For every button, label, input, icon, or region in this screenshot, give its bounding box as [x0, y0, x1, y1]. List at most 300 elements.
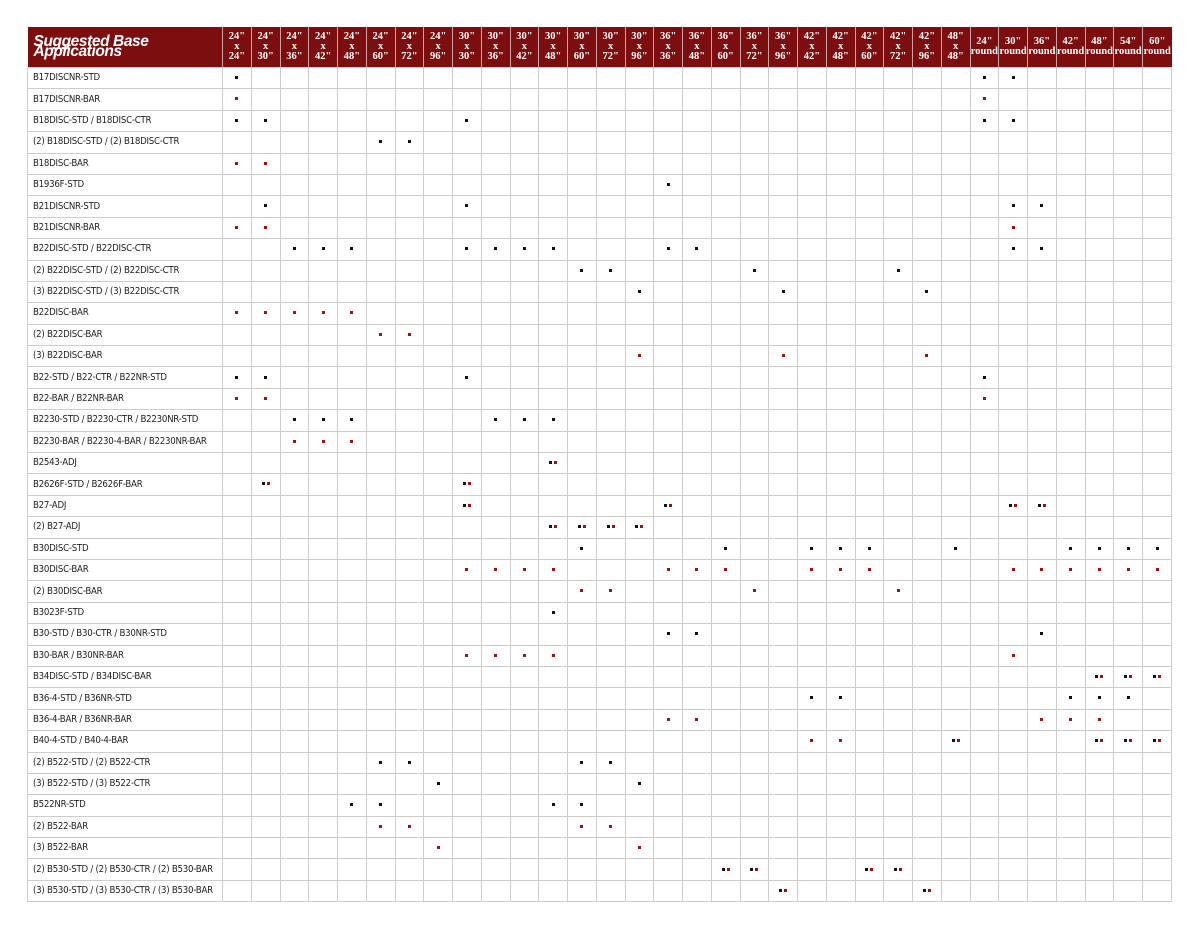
- table-cell: [568, 388, 597, 409]
- table-cell: [970, 752, 999, 773]
- table-cell: [568, 89, 597, 110]
- table-cell: [769, 153, 798, 174]
- table-cell: [1056, 431, 1085, 452]
- table-cell: [1143, 709, 1172, 730]
- table-cell: [1085, 731, 1114, 752]
- black-dot-mark: [580, 269, 583, 272]
- table-cell: [941, 324, 970, 345]
- table-cell: [740, 666, 769, 687]
- table-cell: [366, 68, 395, 89]
- red-dot-mark: [755, 868, 758, 871]
- table-cell: [596, 217, 625, 238]
- black-dot-mark: [463, 482, 466, 485]
- table-cell: [1085, 602, 1114, 623]
- table-cell: [223, 495, 252, 516]
- table-cell: [855, 666, 884, 687]
- column-header-line: round: [1114, 46, 1142, 57]
- table-cell: [539, 410, 568, 431]
- table-cell: [510, 431, 539, 452]
- row-label: B3023F-STD: [28, 602, 223, 623]
- table-cell: [280, 453, 309, 474]
- table-cell: [223, 795, 252, 816]
- red-dot-mark: [1012, 654, 1015, 657]
- table-cell: [1143, 495, 1172, 516]
- table-cell: [625, 110, 654, 131]
- table-cell: [941, 217, 970, 238]
- table-row: [28, 731, 1172, 752]
- table-cell: [798, 110, 827, 131]
- table-cell: [1028, 346, 1057, 367]
- table-cell: [1056, 453, 1085, 474]
- table-cell: [1028, 773, 1057, 794]
- table-cell: [913, 367, 942, 388]
- table-cell: [539, 367, 568, 388]
- table-cell: [654, 453, 683, 474]
- table-cell: [568, 217, 597, 238]
- table-cell: [1114, 260, 1143, 281]
- column-header-line: round: [1085, 46, 1113, 57]
- table-cell: [1143, 217, 1172, 238]
- table-cell: [999, 110, 1028, 131]
- table-cell: [711, 859, 740, 880]
- table-cell: [740, 89, 769, 110]
- table-cell: [1056, 859, 1085, 880]
- black-dot-mark: [810, 547, 813, 550]
- table-cell: [798, 731, 827, 752]
- table-cell: [654, 239, 683, 260]
- table-cell: [654, 752, 683, 773]
- table-cell: [596, 538, 625, 559]
- table-cell: [769, 666, 798, 687]
- table-cell: [481, 431, 510, 452]
- table-cell: [884, 602, 913, 623]
- table-cell: [1085, 346, 1114, 367]
- table-cell: [280, 410, 309, 431]
- column-header: [338, 27, 367, 68]
- table-row: [28, 602, 1172, 623]
- table-cell: [941, 731, 970, 752]
- red-dot-mark: [810, 568, 813, 571]
- table-cell: [740, 474, 769, 495]
- table-cell: [683, 367, 712, 388]
- table-cell: [395, 324, 424, 345]
- row-label: (3) B530-STD / (3) B530-CTR / (3) B530-BAR: [28, 880, 223, 901]
- table-cell: [338, 688, 367, 709]
- table-cell: [970, 260, 999, 281]
- black-dot-mark: [1095, 739, 1098, 742]
- table-cell: [999, 217, 1028, 238]
- table-cell: [1028, 474, 1057, 495]
- table-row: [28, 89, 1172, 110]
- table-cell: [1085, 559, 1114, 580]
- table-cell: [941, 367, 970, 388]
- table-cell: [884, 196, 913, 217]
- table-cell: [395, 624, 424, 645]
- red-dot-mark: [640, 525, 643, 528]
- column-header-line: 96": [429, 51, 447, 62]
- table-cell: [826, 838, 855, 859]
- column-header-line: 24": [343, 31, 361, 42]
- table-cell: [539, 645, 568, 666]
- table-cell: [1056, 838, 1085, 859]
- table-cell: [366, 260, 395, 281]
- table-cell: [280, 795, 309, 816]
- table-cell: [625, 239, 654, 260]
- table-cell: [683, 795, 712, 816]
- red-dot-mark: [552, 568, 555, 571]
- table-cell: [970, 303, 999, 324]
- table-cell: [941, 688, 970, 709]
- table-cell: [395, 196, 424, 217]
- table-cell: [999, 431, 1028, 452]
- table-cell: [338, 474, 367, 495]
- row-label: (2) B27-ADJ: [28, 517, 223, 538]
- table-cell: [941, 773, 970, 794]
- black-dot-mark: [293, 418, 296, 421]
- table-cell: [740, 688, 769, 709]
- table-cell: [826, 581, 855, 602]
- table-cell: [654, 495, 683, 516]
- table-cell: [970, 324, 999, 345]
- table-cell: [1114, 388, 1143, 409]
- row-label: B18DISC-STD / B18DISC-CTR: [28, 110, 223, 131]
- header-row: [28, 27, 1172, 68]
- table-cell: [999, 709, 1028, 730]
- black-dot-mark: [1009, 504, 1012, 507]
- table-cell: [855, 838, 884, 859]
- column-header-line: 42": [1062, 36, 1079, 47]
- table-cell: [453, 624, 482, 645]
- row-label: B30DISC-BAR: [28, 559, 223, 580]
- table-cell: [309, 281, 338, 302]
- table-row: [28, 431, 1172, 452]
- table-cell: [481, 731, 510, 752]
- table-cell: [424, 388, 453, 409]
- table-cell: [424, 303, 453, 324]
- black-dot-mark: [264, 204, 267, 207]
- column-header-line: 48": [1091, 36, 1108, 47]
- table-cell: [251, 324, 280, 345]
- table-cell: [970, 645, 999, 666]
- table-cell: [453, 303, 482, 324]
- table-cell: [424, 816, 453, 837]
- table-cell: [913, 281, 942, 302]
- table-cell: [1143, 260, 1172, 281]
- table-cell: [309, 410, 338, 431]
- column-header-line: 60": [1149, 36, 1166, 47]
- table-row: [28, 795, 1172, 816]
- table-cell: [683, 410, 712, 431]
- table-cell: [740, 346, 769, 367]
- table-cell: [251, 196, 280, 217]
- table-cell: [769, 196, 798, 217]
- table-cell: [510, 132, 539, 153]
- table-cell: [568, 196, 597, 217]
- table-cell: [1085, 89, 1114, 110]
- table-cell: [769, 838, 798, 859]
- table-cell: [510, 346, 539, 367]
- column-header-line: x: [550, 41, 556, 52]
- table-cell: [309, 581, 338, 602]
- table-cell: [769, 517, 798, 538]
- table-cell: [826, 431, 855, 452]
- column-header-line: 36": [746, 31, 763, 42]
- table-cell: [453, 559, 482, 580]
- column-header: [1114, 27, 1143, 68]
- red-dot-mark: [899, 868, 902, 871]
- table-cell: [913, 752, 942, 773]
- table-cell: [798, 752, 827, 773]
- table-cell: [568, 410, 597, 431]
- table-cell: [999, 752, 1028, 773]
- table-cell: [1143, 538, 1172, 559]
- table-cell: [424, 709, 453, 730]
- table-cell: [366, 773, 395, 794]
- table-cell: [884, 559, 913, 580]
- table-cell: [1028, 838, 1057, 859]
- table-cell: [884, 367, 913, 388]
- table-cell: [366, 110, 395, 131]
- table-cell: [309, 645, 338, 666]
- table-cell: [683, 196, 712, 217]
- table-cell: [424, 367, 453, 388]
- table-cell: [683, 517, 712, 538]
- table-cell: [568, 260, 597, 281]
- table-cell: [884, 517, 913, 538]
- black-dot-mark: [1040, 632, 1043, 635]
- table-cell: [1143, 645, 1172, 666]
- table-cell: [798, 68, 827, 89]
- red-dot-mark: [554, 525, 557, 528]
- table-cell: [280, 773, 309, 794]
- table-cell: [999, 367, 1028, 388]
- table-cell: [625, 431, 654, 452]
- table-row: [28, 303, 1172, 324]
- table-cell: [884, 880, 913, 901]
- table-cell: [826, 260, 855, 281]
- table-cell: [826, 346, 855, 367]
- table-cell: [769, 239, 798, 260]
- table-cell: [1028, 153, 1057, 174]
- black-dot-mark: [638, 290, 641, 293]
- table-cell: [568, 367, 597, 388]
- column-header-line: 96": [631, 51, 648, 62]
- table-cell: [798, 431, 827, 452]
- table-cell: [999, 153, 1028, 174]
- table-cell: [654, 431, 683, 452]
- table-cell: [510, 645, 539, 666]
- table-cell: [798, 688, 827, 709]
- row-label: B40-4-STD / B40-4-BAR: [28, 731, 223, 752]
- black-dot-mark: [695, 247, 698, 250]
- table-cell: [568, 602, 597, 623]
- table-cell: [1028, 196, 1057, 217]
- table-row: [28, 410, 1172, 431]
- red-dot-mark: [235, 397, 238, 400]
- table-cell: [1114, 453, 1143, 474]
- table-cell: [625, 281, 654, 302]
- black-dot-mark: [1012, 247, 1015, 250]
- table-cell: [395, 281, 424, 302]
- table-cell: [309, 795, 338, 816]
- black-dot-mark: [1156, 547, 1159, 550]
- row-label: (2) B30DISC-BAR: [28, 581, 223, 602]
- red-dot-mark: [235, 311, 238, 314]
- base-applications-table: [27, 27, 1172, 902]
- table-cell: [395, 517, 424, 538]
- table-cell: [510, 688, 539, 709]
- table-cell: [1028, 132, 1057, 153]
- table-cell: [481, 859, 510, 880]
- row-label: B18DISC-BAR: [28, 153, 223, 174]
- table-cell: [251, 880, 280, 901]
- table-cell: [884, 388, 913, 409]
- red-dot-mark: [1100, 739, 1103, 742]
- table-cell: [826, 495, 855, 516]
- table-cell: [769, 68, 798, 89]
- table-cell: [826, 624, 855, 645]
- black-dot-mark: [954, 547, 957, 550]
- column-header: [913, 27, 942, 68]
- table-cell: [1085, 624, 1114, 645]
- column-header-line: 36": [286, 51, 303, 62]
- table-cell: [510, 410, 539, 431]
- table-cell: [481, 453, 510, 474]
- table-cell: [884, 346, 913, 367]
- column-header-line: 30": [516, 31, 533, 42]
- table-cell: [683, 89, 712, 110]
- table-cell: [913, 474, 942, 495]
- table-cell: [798, 838, 827, 859]
- table-cell: [596, 196, 625, 217]
- table-cell: [769, 624, 798, 645]
- table-cell: [596, 132, 625, 153]
- table-cell: [711, 110, 740, 131]
- table-cell: [740, 517, 769, 538]
- table-cell: [884, 859, 913, 880]
- table-cell: [1028, 538, 1057, 559]
- table-cell: [510, 795, 539, 816]
- table-cell: [280, 709, 309, 730]
- table-cell: [1085, 517, 1114, 538]
- black-dot-mark: [235, 376, 238, 379]
- column-header-line: x: [579, 41, 585, 52]
- table-cell: [309, 559, 338, 580]
- column-header-line: 24": [314, 31, 332, 42]
- table-title: Suggested Base Applications: [28, 27, 223, 68]
- table-cell: [826, 68, 855, 89]
- table-cell: [769, 795, 798, 816]
- table-cell: [654, 709, 683, 730]
- table-cell: [424, 838, 453, 859]
- table-cell: [395, 752, 424, 773]
- table-cell: [884, 731, 913, 752]
- table-cell: [1143, 624, 1172, 645]
- table-cell: [1143, 731, 1172, 752]
- table-cell: [999, 624, 1028, 645]
- table-cell: [625, 538, 654, 559]
- table-cell: [1056, 688, 1085, 709]
- table-cell: [280, 367, 309, 388]
- table-cell: [395, 645, 424, 666]
- row-label: B2230-STD / B2230-CTR / B2230NR-STD: [28, 410, 223, 431]
- table-cell: [1143, 174, 1172, 195]
- table-cell: [366, 624, 395, 645]
- table-cell: [223, 174, 252, 195]
- table-cell: [654, 795, 683, 816]
- table-cell: [769, 410, 798, 431]
- column-header-line: x: [378, 41, 384, 52]
- black-dot-mark: [1040, 204, 1043, 207]
- red-dot-mark: [925, 354, 928, 357]
- table-cell: [970, 89, 999, 110]
- table-cell: [366, 410, 395, 431]
- table-cell: [625, 388, 654, 409]
- column-header-line: 48": [947, 51, 964, 62]
- table-cell: [481, 880, 510, 901]
- table-cell: [1114, 559, 1143, 580]
- table-cell: [424, 153, 453, 174]
- black-dot-mark: [1069, 696, 1072, 699]
- table-cell: [568, 880, 597, 901]
- table-cell: [1056, 816, 1085, 837]
- column-header-line: x: [406, 41, 412, 52]
- row-label: B34DISC-STD / B34DISC-BAR: [28, 666, 223, 687]
- black-dot-mark: [1012, 76, 1015, 79]
- table-cell: [251, 217, 280, 238]
- table-cell: [740, 153, 769, 174]
- table-cell: [481, 153, 510, 174]
- table-cell: [826, 709, 855, 730]
- table-cell: [1114, 68, 1143, 89]
- table-cell: [855, 68, 884, 89]
- red-dot-mark: [983, 97, 986, 100]
- table-row: [28, 709, 1172, 730]
- table-cell: [654, 324, 683, 345]
- table-cell: [941, 132, 970, 153]
- column-header-line: x: [636, 41, 642, 52]
- column-header: [1143, 27, 1172, 68]
- table-cell: [539, 388, 568, 409]
- black-dot-mark: [810, 696, 813, 699]
- table-cell: [510, 538, 539, 559]
- table-cell: [1056, 217, 1085, 238]
- table-cell: [1056, 324, 1085, 345]
- table-cell: [798, 624, 827, 645]
- table-cell: [596, 624, 625, 645]
- table-cell: [223, 666, 252, 687]
- table-cell: [539, 153, 568, 174]
- table-cell: [711, 645, 740, 666]
- table-row: [28, 196, 1172, 217]
- black-dot-mark: [1012, 204, 1015, 207]
- row-label: (3) B522-STD / (3) B522-CTR: [28, 773, 223, 794]
- table-cell: [366, 388, 395, 409]
- table-cell: [1114, 410, 1143, 431]
- table-cell: [223, 474, 252, 495]
- table-cell: [366, 303, 395, 324]
- table-cell: [251, 624, 280, 645]
- table-cell: [826, 153, 855, 174]
- table-cell: [453, 367, 482, 388]
- table-cell: [539, 624, 568, 645]
- table-cell: [1028, 495, 1057, 516]
- table-cell: [510, 752, 539, 773]
- table-cell: [884, 68, 913, 89]
- table-cell: [481, 196, 510, 217]
- table-cell: [568, 816, 597, 837]
- red-dot-mark: [782, 354, 785, 357]
